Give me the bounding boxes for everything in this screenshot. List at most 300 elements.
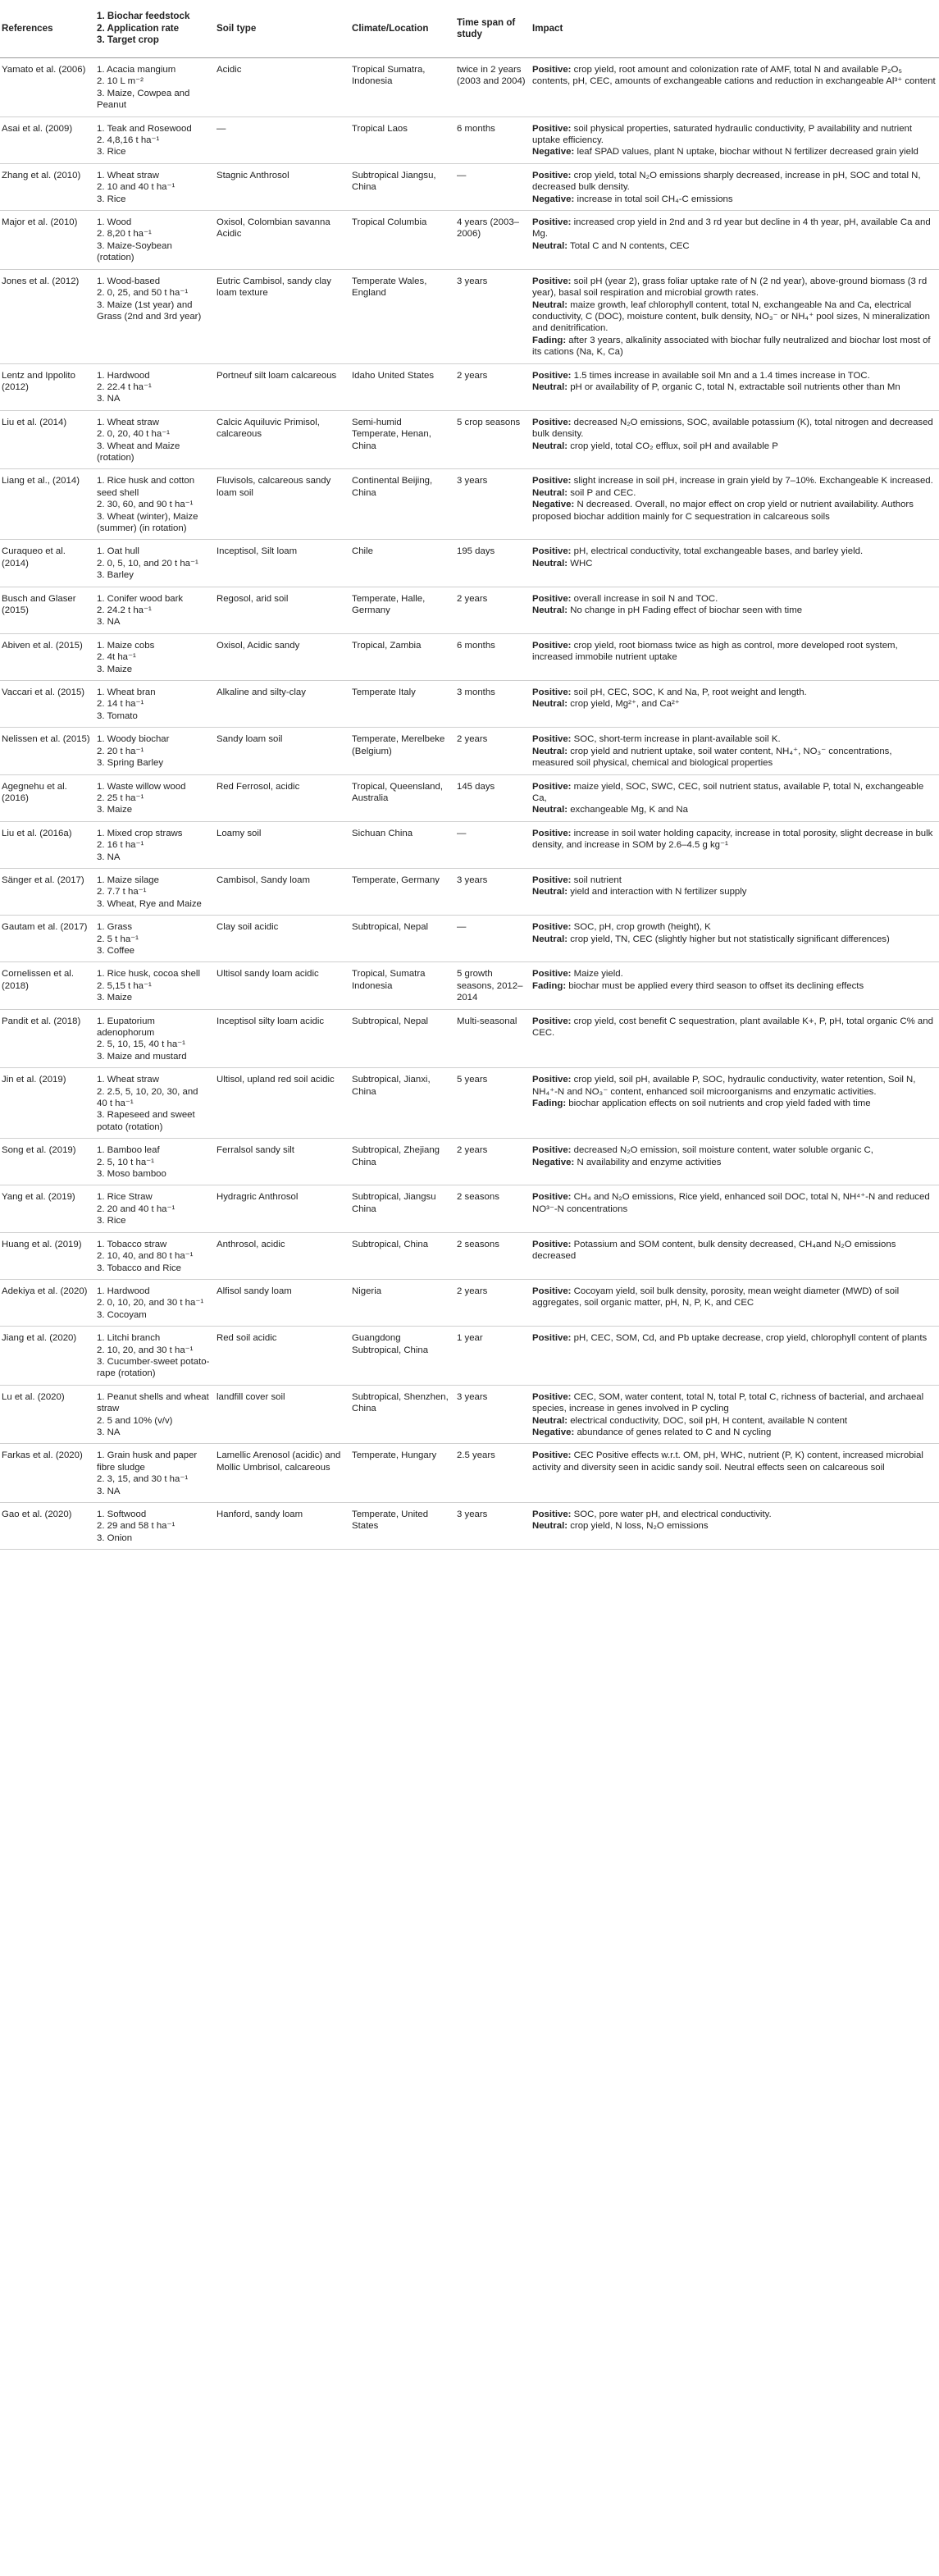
feedstock-line: 1. Eupatorium adenophorum	[97, 1016, 155, 1038]
impact-label: Positive:	[532, 1391, 572, 1402]
impact-label: Neutral:	[532, 558, 568, 569]
table-row	[0, 116, 939, 163]
impact-cell	[529, 410, 939, 469]
reference-cell: Cornelissen et al. (2018)	[0, 962, 93, 1009]
feedstock-line: 3. Wheat (winter), Maize (summer) (in rotation)	[97, 511, 198, 533]
feedstock-line: 1. Softwood	[97, 1510, 147, 1519]
feedstock-cell	[93, 540, 213, 587]
feedstock-line: 3. Rapeseed and sweet potato (rotation)	[97, 1110, 195, 1132]
feedstock-line: 1. Hardwood	[97, 1286, 150, 1296]
impact-entry	[532, 64, 936, 88]
climate-cell: Temperate, Hungary	[349, 1444, 454, 1503]
impact-entry	[532, 170, 936, 194]
table-body	[0, 58, 939, 1550]
feedstock-line: 3. Tomato	[97, 710, 138, 721]
soil-type-cell: Loamy soil	[213, 821, 349, 868]
feedstock-line: 1. Waste willow wood	[97, 781, 186, 792]
impact-text: Maize yield.	[571, 969, 623, 980]
soil-type-cell: Fluvisols, calcareous sandy loam soil	[213, 469, 349, 540]
impact-text: pH, electrical conductivity, total exchangeable bases, and barley yield.	[571, 546, 864, 557]
impact-cell	[529, 1232, 939, 1279]
climate-cell: Subtropical Jiangsu, China	[349, 163, 454, 210]
time-span-cell: —	[454, 916, 529, 962]
feedstock-cell	[93, 1503, 213, 1550]
impact-entry	[532, 499, 936, 523]
impact-entry	[532, 640, 936, 664]
impact-text: maize growth, leaf chlorophyll content, total N, exchangeable Na and Ca, electrical conductivity, C (DOC), moisture content, bulk density, NO₃⁻ or NH₄⁺ pool sizes, N mineralization and denitrification.	[532, 299, 930, 334]
impact-text: pH or availability of P, organic C, total N, extractable soil nutrients other than Mn	[568, 381, 900, 392]
soil-type-cell: Oxisol, Colombian savanna Acidic	[213, 211, 349, 270]
reference-cell: Gautam et al. (2017)	[0, 916, 93, 962]
impact-cell	[529, 163, 939, 210]
impact-entry	[532, 934, 936, 945]
impact-text: SOC, short-term increase in plant-available soil K.	[571, 734, 781, 745]
impact-label: Positive:	[532, 1450, 572, 1461]
impact-cell	[529, 363, 939, 410]
feedstock-line: 2. 0, 25, and 50 t ha⁻¹	[97, 288, 189, 299]
impact-label: Positive:	[532, 1333, 572, 1344]
impact-cell	[529, 1185, 939, 1232]
feedstock-line: 2. 3, 15, and 30 t ha⁻¹	[97, 1474, 189, 1485]
impact-text: increase in total soil CH₄-C emissions	[574, 194, 733, 204]
impact-label: Positive:	[532, 828, 572, 838]
feedstock-line: 1. Maize silage	[97, 875, 159, 885]
reference-cell: Nelissen et al. (2015)	[0, 728, 93, 774]
impact-cell	[529, 1139, 939, 1185]
feedstock-line: 3. Maize, Cowpea and Peanut	[97, 88, 190, 111]
feedstock-cell	[93, 587, 213, 633]
feedstock-cell	[93, 1232, 213, 1279]
feedstock-line: 2. 30, 60, and 90 t ha⁻¹	[97, 500, 194, 510]
feedstock-line: 1. Maize cobs	[97, 640, 155, 651]
impact-cell	[529, 269, 939, 363]
impact-text: overall increase in soil N and TOC.	[571, 593, 718, 604]
table-row	[0, 58, 939, 117]
feedstock-line: 2. 0, 5, 10, and 20 t ha⁻¹	[97, 558, 198, 569]
impact-label: Positive:	[532, 969, 572, 980]
climate-cell: Tropical Laos	[349, 116, 454, 163]
feedstock-line: 1. Tobacco straw	[97, 1239, 167, 1249]
impact-text: abundance of genes related to C and N cycling	[574, 1427, 772, 1437]
impact-text: after 3 years, alkalinity associated with biochar fully neutralized and biochar lost most of its cations (Na, K, Ca)	[532, 335, 931, 358]
impact-text: crop yield and nutrient uptake, soil water content, NH₄⁺, NO₃⁻ concentrations, measured soil physical, chemical and biological properties	[532, 746, 892, 769]
climate-cell: Subtropical, Jianxi, China	[349, 1068, 454, 1139]
feedstock-cell	[93, 269, 213, 363]
impact-label: Negative:	[532, 194, 575, 204]
feedstock-line: 2. 10, 40, and 80 t ha⁻¹	[97, 1251, 194, 1262]
feedstock-cell	[93, 1068, 213, 1139]
reference-cell: Adekiya et al. (2020)	[0, 1279, 93, 1326]
impact-cell	[529, 1327, 939, 1386]
soil-type-cell: Hanford, sandy loam	[213, 1503, 349, 1550]
time-span-cell: 3 years	[454, 868, 529, 915]
header-climate: Climate/Location	[349, 0, 454, 58]
feedstock-cell	[93, 58, 213, 117]
time-span-cell: 6 months	[454, 116, 529, 163]
feedstock-line: 2. 10, 20, and 30 t ha⁻¹	[97, 1345, 194, 1355]
impact-cell	[529, 1009, 939, 1068]
impact-entry	[532, 417, 936, 441]
feedstock-line: 3. Cucumber-sweet potato-rape (rotation)	[97, 1356, 210, 1379]
impact-label: Positive:	[532, 1286, 572, 1296]
impact-cell	[529, 868, 939, 915]
feedstock-line: 3. NA	[97, 1427, 121, 1437]
feedstock-line: 2. 29 and 58 t ha⁻¹	[97, 1521, 175, 1532]
reference-cell: Busch and Glaser (2015)	[0, 587, 93, 633]
time-span-cell: 5 crop seasons	[454, 410, 529, 469]
impact-entry	[532, 1157, 936, 1168]
time-span-cell: 6 months	[454, 633, 529, 680]
feedstock-line: 1. Peanut shells and wheat straw	[97, 1391, 209, 1414]
table-row	[0, 410, 939, 469]
reference-cell: Huang et al. (2019)	[0, 1232, 93, 1279]
impact-cell	[529, 540, 939, 587]
feedstock-line: 2. 22.4 t ha⁻¹	[97, 381, 152, 392]
feedstock-line: 1. Litchi branch	[97, 1333, 161, 1344]
header-feedstock-line: 1. Biochar feedstock	[97, 11, 190, 22]
feedstock-line: 3. Cocoyam	[97, 1309, 147, 1320]
table-row	[0, 1009, 939, 1068]
time-span-cell: 2 seasons	[454, 1232, 529, 1279]
time-span-cell: —	[454, 821, 529, 868]
feedstock-line: 1. Wheat bran	[97, 687, 156, 698]
feedstock-line: 1. Wheat straw	[97, 1075, 159, 1085]
impact-label: Positive:	[532, 276, 572, 286]
reference-cell: Liu et al. (2016a)	[0, 821, 93, 868]
time-span-cell: 3 years	[454, 1503, 529, 1550]
feedstock-line: 2. 0, 20, 40 t ha⁻¹	[97, 429, 170, 440]
impact-text: soil nutrient	[571, 875, 622, 885]
table-row	[0, 1068, 939, 1139]
impact-entry	[532, 146, 936, 158]
feedstock-line: 3. NA	[97, 617, 121, 628]
soil-type-cell: Cambisol, Sandy loam	[213, 868, 349, 915]
impact-entry	[532, 698, 936, 710]
impact-text: Potassium and SOM content, bulk density decreased, CH₄and N₂O emissions decreased	[532, 1239, 896, 1262]
table-row	[0, 1139, 939, 1185]
table-row	[0, 821, 939, 868]
header-references: References	[0, 0, 93, 58]
reference-cell: Pandit et al. (2018)	[0, 1009, 93, 1068]
climate-cell: Subtropical, Nepal	[349, 916, 454, 962]
impact-text: electrical conductivity, DOC, soil pH, H content, available N content	[568, 1415, 848, 1426]
feedstock-cell	[93, 916, 213, 962]
time-span-cell: —	[454, 163, 529, 210]
impact-label: Negative:	[532, 1157, 575, 1167]
impact-cell	[529, 469, 939, 540]
impact-entry	[532, 441, 936, 452]
feedstock-line: 3. Rice	[97, 194, 126, 204]
feedstock-cell	[93, 410, 213, 469]
impact-label: Neutral:	[532, 487, 568, 498]
impact-entry	[532, 546, 936, 557]
impact-text: SOC, pH, crop growth (height), K	[571, 922, 711, 933]
impact-entry	[532, 1144, 936, 1156]
soil-type-cell: Lamellic Arenosol (acidic) and Mollic Umbrisol, calcareous	[213, 1444, 349, 1503]
climate-cell: Sichuan China	[349, 821, 454, 868]
feedstock-line: 3. Coffee	[97, 945, 135, 956]
reference-cell: Agegnehu et al. (2016)	[0, 774, 93, 821]
climate-cell: Subtropical, Zhejiang China	[349, 1139, 454, 1185]
feedstock-cell	[93, 1444, 213, 1503]
reference-cell: Gao et al. (2020)	[0, 1503, 93, 1550]
time-span-cell: 2.5 years	[454, 1444, 529, 1503]
feedstock-line: 2. 8,20 t ha⁻¹	[97, 229, 152, 240]
feedstock-line: 3. Moso bamboo	[97, 1169, 166, 1180]
feedstock-cell	[93, 1009, 213, 1068]
impact-cell	[529, 821, 939, 868]
table-row	[0, 774, 939, 821]
feedstock-line: 2. 5, 10, 15, 40 t ha⁻¹	[97, 1039, 185, 1050]
impact-label: Neutral:	[532, 699, 568, 710]
impact-text: soil pH, CEC, SOC, K and Na, P, root weight and length.	[571, 687, 807, 698]
impact-text: biochar must be applied every third season to offset its declining effects	[566, 980, 864, 991]
impact-label: Positive:	[532, 370, 572, 381]
impact-label: Negative:	[532, 500, 575, 510]
soil-type-cell: Acidic	[213, 58, 349, 117]
climate-cell: Chile	[349, 540, 454, 587]
impact-label: Fading:	[532, 335, 567, 345]
reference-cell: Jin et al. (2019)	[0, 1068, 93, 1139]
feedstock-cell	[93, 1327, 213, 1386]
table-row	[0, 587, 939, 633]
feedstock-line: 3. Maize-Soybean (rotation)	[97, 240, 172, 263]
header-feedstock-line: 2. Application rate	[97, 22, 180, 34]
impact-label: Positive:	[532, 734, 572, 745]
impact-label: Neutral:	[532, 1415, 568, 1426]
climate-cell: Tropical Sumatra, Indonesia	[349, 58, 454, 117]
reference-cell: Lentz and Ippolito (2012)	[0, 363, 93, 410]
impact-label: Fading:	[532, 1098, 567, 1109]
climate-cell: Temperate, Merelbeke (Belgium)	[349, 728, 454, 774]
feedstock-line: 3. NA	[97, 394, 121, 404]
reference-cell: Abiven et al. (2015)	[0, 633, 93, 680]
impact-text: N availability and enzyme activities	[574, 1157, 722, 1167]
table-row	[0, 1444, 939, 1503]
table-row	[0, 363, 939, 410]
feedstock-line: 2. 14 t ha⁻¹	[97, 699, 144, 710]
impact-text: decreased N₂O emission, soil moisture content, water soluble organic C,	[571, 1145, 873, 1156]
impact-cell	[529, 962, 939, 1009]
impact-label: Neutral:	[532, 605, 568, 616]
feedstock-cell	[93, 868, 213, 915]
impact-text: crop yield, cost benefit C sequestration, plant available K+, P, pH, total organic C% and CEC.	[532, 1016, 933, 1038]
time-span-cell: 195 days	[454, 540, 529, 587]
feedstock-cell	[93, 962, 213, 1009]
climate-cell: Continental Beijing, China	[349, 469, 454, 540]
impact-label: Neutral:	[532, 240, 568, 251]
feedstock-cell	[93, 116, 213, 163]
impact-label: Negative:	[532, 147, 575, 158]
climate-cell: Nigeria	[349, 1279, 454, 1326]
feedstock-line: 2. 4,8,16 t ha⁻¹	[97, 135, 160, 146]
soil-type-cell: Red Ferrosol, acidic	[213, 774, 349, 821]
soil-type-cell: Sandy loam soil	[213, 728, 349, 774]
impact-label: Positive:	[532, 1075, 572, 1085]
impact-label: Positive:	[532, 546, 572, 557]
impact-entry	[532, 335, 936, 359]
impact-label: Positive:	[532, 217, 572, 228]
feedstock-line: 1. Oat hull	[97, 546, 139, 557]
impact-entry	[532, 240, 936, 252]
impact-cell	[529, 587, 939, 633]
impact-cell	[529, 681, 939, 728]
impact-text: Cocoyam yield, soil bulk density, porosity, mean weight diameter (MWD) of soil aggregates, soil organic matter, pH, N, P, K, and CEC	[532, 1286, 900, 1309]
climate-cell: Temperate Wales, England	[349, 269, 454, 363]
impact-text: crop yield, root biomass twice as high as control, more developed root system, increased immobile nutrient uptake	[532, 640, 898, 663]
impact-entry	[532, 804, 936, 815]
time-span-cell: 3 years	[454, 469, 529, 540]
table-row	[0, 469, 939, 540]
climate-cell: Idaho United States	[349, 363, 454, 410]
header-feedstock	[93, 0, 213, 58]
impact-text: yield and interaction with N fertilizer supply	[568, 887, 747, 897]
feedstock-line: 3. Barley	[97, 570, 134, 581]
reference-cell: Liang et al., (2014)	[0, 469, 93, 540]
time-span-cell: 2 years	[454, 363, 529, 410]
table-row	[0, 163, 939, 210]
time-span-cell: 2 years	[454, 587, 529, 633]
soil-type-cell: Alfisol sandy loam	[213, 1279, 349, 1326]
time-span-cell: 2 years	[454, 1139, 529, 1185]
impact-entry	[532, 1074, 936, 1098]
header-row	[0, 0, 939, 58]
feedstock-line: 3. NA	[97, 852, 121, 862]
feedstock-line: 2. 5, 10 t ha⁻¹	[97, 1157, 154, 1167]
table-row	[0, 633, 939, 680]
reference-cell: Jiang et al. (2020)	[0, 1327, 93, 1386]
impact-cell	[529, 1279, 939, 1326]
impact-text: exchangeable Mg, K and Na	[568, 805, 688, 815]
reference-cell: Farkas et al. (2020)	[0, 1444, 93, 1503]
impact-text: soil P and CEC.	[568, 487, 636, 498]
impact-entry	[532, 370, 936, 381]
impact-entry	[532, 299, 936, 335]
feedstock-line: 2. 2.5, 5, 10, 20, 30, and 40 t ha⁻¹	[97, 1086, 198, 1109]
soil-type-cell: Clay soil acidic	[213, 916, 349, 962]
reference-cell: Asai et al. (2009)	[0, 116, 93, 163]
feedstock-cell	[93, 821, 213, 868]
impact-label: Fading:	[532, 980, 567, 991]
impact-label: Positive:	[532, 170, 572, 180]
table-row	[0, 1503, 939, 1550]
feedstock-line: 1. Rice husk, cocoa shell	[97, 969, 200, 980]
feedstock-line: 2. 16 t ha⁻¹	[97, 840, 144, 851]
impact-label: Positive:	[532, 687, 572, 698]
feedstock-line: 1. Teak and Rosewood	[97, 123, 192, 134]
impact-entry	[532, 558, 936, 569]
feedstock-cell	[93, 681, 213, 728]
feedstock-cell	[93, 774, 213, 821]
time-span-cell: 2 years	[454, 728, 529, 774]
impact-entry	[532, 1450, 936, 1473]
table-row	[0, 211, 939, 270]
impact-entry	[532, 194, 936, 205]
impact-text: crop yield, root amount and colonization rate of AMF, total N and available P₂O₅ contents, pH, CEC, amounts of exchangeable cations and reduction in exchangeable Al³⁺ content	[532, 65, 936, 87]
feedstock-line: 1. Wheat straw	[97, 417, 159, 427]
table-row	[0, 540, 939, 587]
feedstock-line: 3. Wheat and Maize (rotation)	[97, 441, 180, 463]
feedstock-cell	[93, 163, 213, 210]
feedstock-line: 2. 4t ha⁻¹	[97, 652, 136, 663]
impact-text: soil pH (year 2), grass foliar uptake rate of N (2 nd year), above-ground biomass (3 rd year), basal soil respiration and microbial growth rates.	[532, 276, 928, 299]
feedstock-line: 3. Maize	[97, 805, 133, 815]
impact-text: biochar application effects on soil nutrients and crop yield faded with time	[566, 1098, 871, 1109]
reference-cell: Yang et al. (2019)	[0, 1185, 93, 1232]
impact-label: Neutral:	[532, 746, 568, 756]
table-row	[0, 1232, 939, 1279]
header-soil-type: Soil type	[213, 0, 349, 58]
time-span-cell: 3 years	[454, 269, 529, 363]
impact-label: Neutral:	[532, 299, 568, 310]
time-span-cell: 145 days	[454, 774, 529, 821]
impact-label: Neutral:	[532, 934, 568, 944]
reference-cell: Yamato et al. (2006)	[0, 58, 93, 117]
feedstock-line: 1. Wood	[97, 217, 132, 228]
feedstock-line: 2. 20 and 40 t ha⁻¹	[97, 1204, 175, 1214]
climate-cell: Tropical, Zambia	[349, 633, 454, 680]
feedstock-line: 3. Onion	[97, 1532, 133, 1543]
impact-text: WHC	[568, 558, 593, 569]
impact-label: Positive:	[532, 922, 572, 933]
impact-cell	[529, 774, 939, 821]
soil-type-cell: Hydragric Anthrosol	[213, 1185, 349, 1232]
impact-text: crop yield, total CO₂ efflux, soil pH and available P	[568, 441, 778, 451]
impact-text: CEC, SOM, water content, total N, total P, total C, richness of bacterial, and archaeal species, increase in genes involved in P cycling	[532, 1391, 924, 1414]
reference-cell: Song et al. (2019)	[0, 1139, 93, 1185]
impact-label: Negative:	[532, 1427, 575, 1437]
impact-entry	[532, 1509, 936, 1520]
feedstock-line: 1. Mixed crop straws	[97, 828, 183, 838]
impact-label: Neutral:	[532, 887, 568, 897]
impact-entry	[532, 1520, 936, 1532]
impact-entry	[532, 746, 936, 770]
impact-cell	[529, 1503, 939, 1550]
feedstock-cell	[93, 1139, 213, 1185]
reference-cell: Liu et al. (2014)	[0, 410, 93, 469]
feedstock-line: 3. Maize	[97, 664, 133, 674]
soil-type-cell: Stagnic Anthrosol	[213, 163, 349, 210]
impact-text: increase in soil water holding capacity, increase in total porosity, slight decrease in bulk density, and increase in SOM by 2.6–4.5 g kg⁻¹	[532, 828, 933, 851]
feedstock-line: 2. 5 t ha⁻¹	[97, 934, 139, 944]
impact-label: Positive:	[532, 593, 572, 604]
climate-cell: Temperate, Halle, Germany	[349, 587, 454, 633]
impact-text: increased crop yield in 2nd and 3 rd year but decline in 4 th year, pH, available Ca and Mg.	[532, 217, 931, 240]
impact-entry	[532, 593, 936, 605]
header-impact: Impact	[529, 0, 939, 58]
impact-text: Total C and N contents, CEC	[568, 240, 690, 251]
reference-cell: Jones et al. (2012)	[0, 269, 93, 363]
table-row	[0, 1279, 939, 1326]
impact-cell	[529, 116, 939, 163]
impact-entry	[532, 1191, 936, 1215]
table-row	[0, 681, 939, 728]
feedstock-line: 1. Rice Straw	[97, 1192, 153, 1203]
soil-type-cell: Red soil acidic	[213, 1327, 349, 1386]
feedstock-line: 2. 0, 10, 20, and 30 t ha⁻¹	[97, 1298, 204, 1309]
impact-text: leaf SPAD values, plant N uptake, biochar without N fertilizer decreased grain yield	[574, 147, 918, 158]
table-row	[0, 916, 939, 962]
impact-entry	[532, 1239, 936, 1263]
feedstock-line: 3. Rice	[97, 147, 126, 158]
soil-type-cell: Alkaline and silty-clay	[213, 681, 349, 728]
time-span-cell: 2 seasons	[454, 1185, 529, 1232]
soil-type-cell: Inceptisol silty loam acidic	[213, 1009, 349, 1068]
impact-cell	[529, 1385, 939, 1444]
impact-entry	[532, 217, 936, 240]
impact-label: Positive:	[532, 640, 572, 651]
impact-entry	[532, 1427, 936, 1438]
